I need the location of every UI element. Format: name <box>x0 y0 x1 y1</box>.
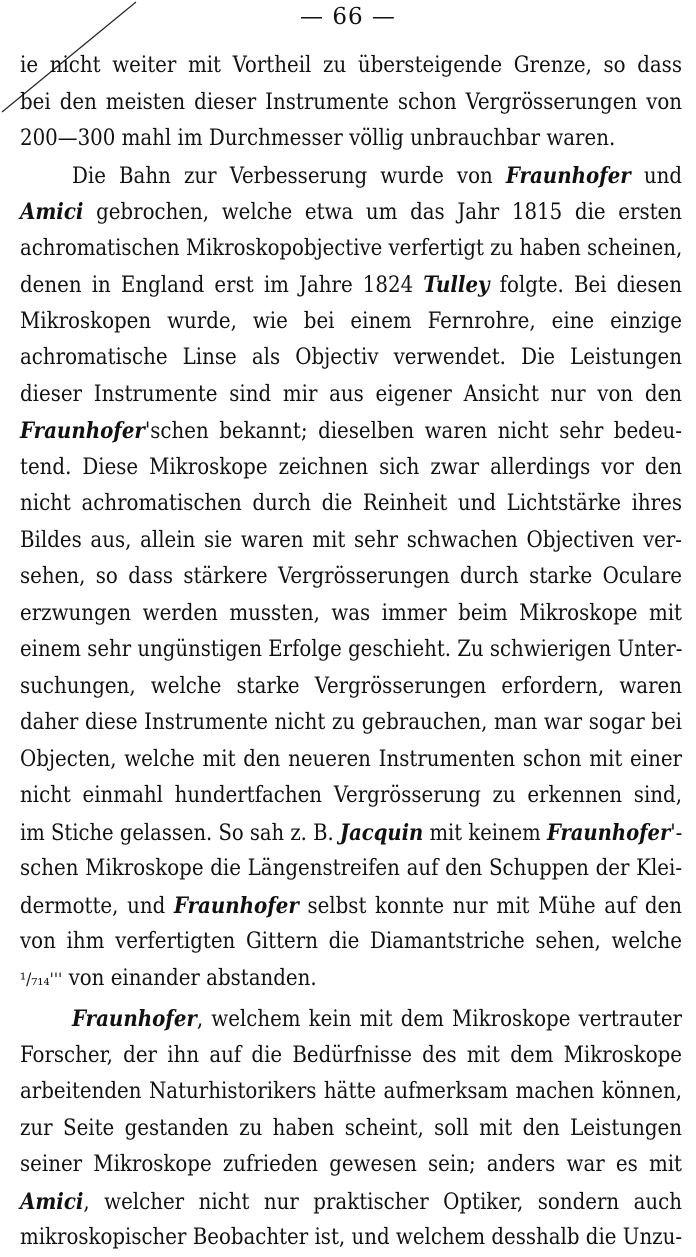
text-fragment: 'schen bekannt; dieselben waren nicht sehr bedeu- <box>144 419 682 444</box>
text-line: schen Mikroskope die Längenstreifen auf den Schuppen der Klei- <box>20 856 682 881</box>
text-line: mikroskopischer Beobachter ist, und welchem desshalb die Unzu- <box>20 1225 683 1250</box>
text-fragment: folgte. Bei diesen <box>499 273 682 298</box>
text-fragment: gebrochen, welche etwa um das Jahr 1815 die ersten <box>96 200 682 225</box>
name-fraunhofer: Fraunhofer <box>546 819 671 846</box>
text-line: 200—300 mahl im Durchmesser völlig unbrauchbar waren. <box>20 126 616 151</box>
text-line <box>20 1184 682 1221</box>
text-line <box>20 158 682 195</box>
text-line: von ihm verfertigten Gittern die Diamantstriche sehen, welche <box>20 929 682 954</box>
text-line: seiner Mikroskope zufrieden gewesen sein; anders war es mit <box>20 1152 682 1177</box>
text-line <box>20 1001 682 1038</box>
text-line <box>20 815 682 852</box>
text-line: zur Seite gestanden zu haben scheint, soll mit den Leistungen <box>20 1115 682 1141</box>
text-line <box>20 888 682 925</box>
text-fragment: , welcher nicht nur praktischer Optiker, sondern auch <box>83 1189 682 1215</box>
text-line <box>20 194 682 231</box>
text-fragment: , welchem kein mit dem Mikroskope vertrauter <box>196 1007 682 1032</box>
text-fragment: und <box>643 163 682 189</box>
name-fraunhofer: Fraunhofer <box>173 892 299 919</box>
text-fragment: '- <box>670 820 683 846</box>
page-number: — 66 — <box>300 4 396 30</box>
text-fragment: im Stiche gelassen. So sah z. B. <box>20 820 334 846</box>
text-line: erzwungen werden mussten, was immer beim Mikroskope mit <box>20 600 682 626</box>
body-text <box>20 48 682 1257</box>
text-line <box>20 413 682 450</box>
text-line: daher diese Instrumente nicht zu gebrauchen, man war sogar bei <box>20 710 682 735</box>
text-line: nicht achromatischen durch die Reinheit und Lichtstärke ihres <box>20 491 682 516</box>
text-line: bei den meisten dieser Instrumente schon Vergrösserungen von <box>20 89 682 115</box>
text-line: arbeitenden Naturhistorikers hätte aufmerksam machen können, <box>20 1079 682 1104</box>
text-line: Bildes aus, allein sie waren mit sehr schwachen Objectiven ver- <box>20 527 682 553</box>
name-amici: Amici <box>20 1188 84 1215</box>
text-fragment: dermotte, und <box>20 893 166 919</box>
text-line: achromatischen Mikroskopobjective verfertigt zu haben scheinen, <box>20 235 683 261</box>
name-fraunhofer: Fraunhofer <box>20 418 145 444</box>
text-fragment: ie <box>20 53 39 78</box>
text-line: Objecten, welche mit den neueren Instrumenten schon mit einer <box>20 746 682 772</box>
text-line: dieser Instrumente sind mir aus eigener Ansicht nur von den <box>20 381 682 407</box>
text-line: achromatische Linse als Objectiv verwendet. Die Leistungen <box>20 345 682 370</box>
text-line: suchungen, welche starke Vergrösserungen erfordern, waren <box>20 673 682 699</box>
text-fragment: nicht weiter mit Vortheil zu übersteigende Grenze, so dass <box>49 53 682 78</box>
name-fraunhofer: Fraunhofer <box>72 1006 197 1032</box>
text-line: Mikroskopen wurde, wie bei einem Fernrohre, eine einzige <box>20 308 682 334</box>
text-line: tend. Diese Mikroskope zeichnen sich zwar allerdings vor den <box>20 454 682 480</box>
name-jacquin: Jacquin <box>339 819 424 846</box>
text-line <box>20 48 682 85</box>
text-line <box>20 961 682 998</box>
text-fragment: denen in England erst im Jahre 1824 <box>20 273 414 298</box>
text-line <box>20 267 682 304</box>
name-amici: Amici <box>20 199 84 225</box>
text-fragment: Die Bahn zur Verbesserung wurde von <box>72 163 493 189</box>
name-fraunhofer: Fraunhofer <box>505 162 631 189</box>
text-line: einem sehr ungünstigen Erfolge geschieht. Zu schwierigen Unter- <box>20 637 683 662</box>
fraction: ¹/₇₁₄''' <box>20 969 63 990</box>
name-tulley: Tulley <box>423 272 490 298</box>
text-fragment: von einander abstanden. <box>68 965 317 991</box>
text-line: Forscher, der ihn auf die Bedürfnisse des mit dem Mikroskope <box>20 1042 682 1068</box>
text-line: sehen, so dass stärkere Vergrösserungen durch starke Oculare <box>20 564 682 589</box>
text-line: nicht einmahl hundertfachen Vergrösserung zu erkennen sind, <box>20 783 682 808</box>
text-fragment: selbst konnte nur mit Mühe auf den <box>307 893 682 919</box>
text-fragment: mit keinem <box>429 820 541 846</box>
